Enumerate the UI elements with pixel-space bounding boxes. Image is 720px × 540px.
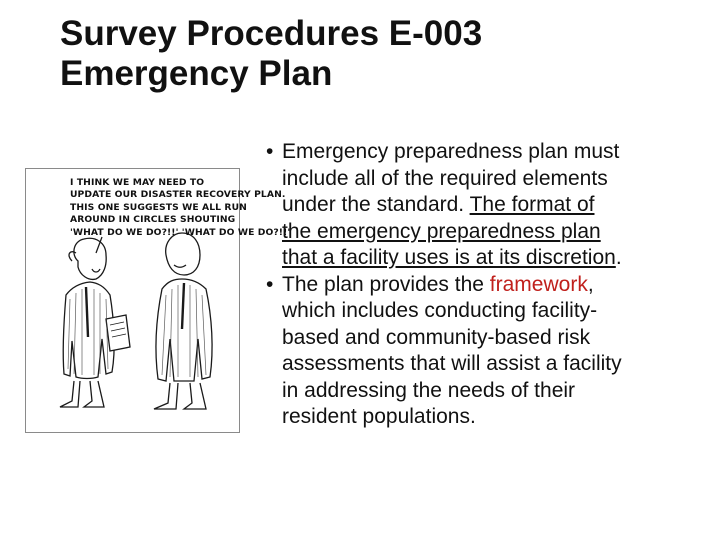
left-figure-head (74, 238, 106, 279)
bullet-item (260, 272, 710, 431)
caption-line: I THINK WE MAY NEED TO (70, 177, 205, 188)
highlighted-text: framework (489, 272, 588, 296)
cartoon-caption (70, 177, 291, 239)
bullet-text: . (615, 246, 622, 269)
bullet-line: which includes conducting facility- (282, 299, 598, 322)
left-figure-leg-right (84, 381, 104, 407)
caption-line: THIS ONE SUGGESTS WE ALL RUN (70, 201, 247, 213)
caption-line: 'WHAT DO WE DO?!!' 'WHAT DO WE DO?!!' (70, 226, 291, 238)
right-figure-leg-right (184, 383, 206, 409)
bullet-text: , (587, 272, 594, 296)
bullet-line: Emergency preparedness plan must (282, 140, 620, 163)
left-figure-leg-left (60, 381, 80, 407)
bullet-text: The plan provides the (282, 272, 490, 296)
caption-line: UPDATE OUR DISASTER RECOVERY PLAN. (70, 189, 286, 201)
document-paper (106, 315, 130, 351)
bullet-line: in addressing the needs of their (282, 378, 576, 402)
caption-line: AROUND IN CIRCLES SHOUTING (70, 214, 236, 226)
bullet-item (260, 139, 710, 272)
bullet-marker: • (266, 140, 274, 163)
right-figure-head (166, 233, 200, 275)
bullet-line: assessments that will assist a facility (282, 352, 622, 375)
bullet-line: based and community-based risk (282, 325, 591, 349)
slide-title (60, 14, 700, 94)
bullet-marker: • (266, 272, 274, 296)
underlined-text: the emergency preparedness plan (282, 219, 601, 243)
title-line-1: Survey Procedures E-003 (60, 14, 483, 53)
title-line-2: Emergency Plan (60, 54, 333, 93)
bullet-line: include all of the required elements (282, 166, 608, 190)
underlined-text: that a facility uses is at its discretion (282, 246, 616, 269)
right-figure-leg-left (154, 383, 178, 409)
cartoon-illustration (25, 168, 291, 433)
bullet-line (282, 272, 710, 299)
underlined-text: The format of (469, 193, 595, 216)
bullet-line (282, 192, 710, 219)
bullet-list (260, 139, 710, 431)
bullet-text: under the standard. (282, 193, 470, 216)
bullet-line: resident populations. (282, 405, 476, 428)
bullet-line (282, 245, 710, 272)
